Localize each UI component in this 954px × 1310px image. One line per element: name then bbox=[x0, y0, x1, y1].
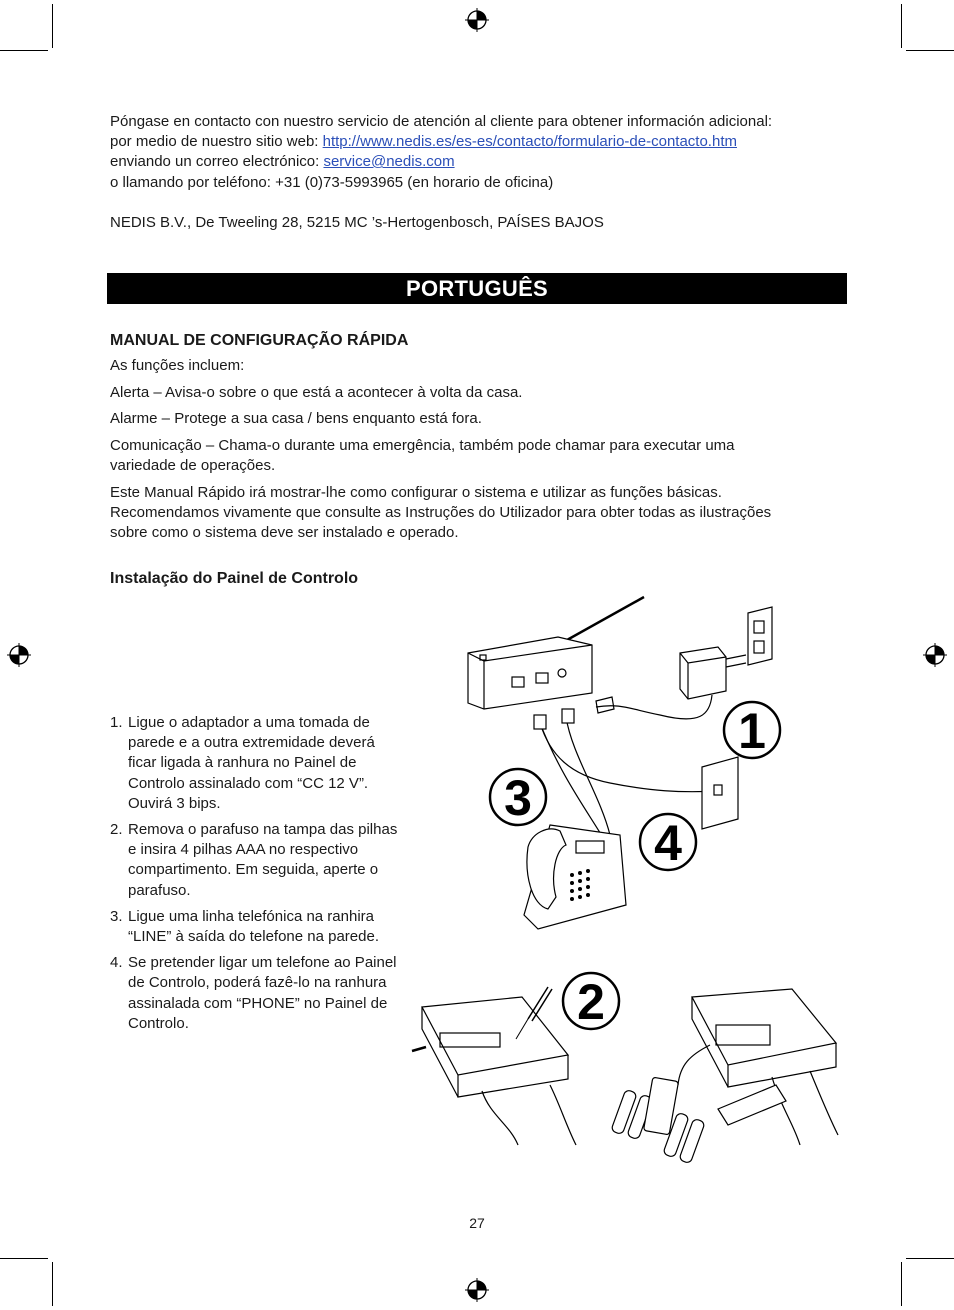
list-item bbox=[110, 820, 400, 901]
panel-screwdriver-illustration bbox=[412, 987, 576, 1145]
install-steps-list bbox=[110, 713, 400, 1040]
contact-phone-line: o llamando por teléfono: +31 (0)73-5993965 (en horario de oficina) bbox=[110, 174, 554, 191]
section-title: MANUAL DE CONFIGURAÇÃO RÁPIDA bbox=[110, 332, 409, 349]
step-text: Remova o parafuso na tampa das pilhas e insira 4 pilhas AAA no respectivo compartimento. Em seguida, aperte o parafuso. bbox=[128, 821, 398, 899]
contact-web-link[interactable]: http://www.nedis.es/es-es/contacto/formulario-de-contacto.htm bbox=[322, 133, 737, 150]
contact-line: Póngase en contacto con nuestro servicio de atención al cliente para obtener información adicional: bbox=[110, 113, 773, 130]
control-panel-illustration bbox=[468, 597, 644, 709]
crop-mark bbox=[0, 1258, 48, 1259]
step-text: Se pretender ligar um telefone ao Painel de Controlo, poderá fazê-lo na ranhura assinalada com “PHONE” no Painel de Controlo. bbox=[128, 954, 397, 1032]
list-item bbox=[110, 713, 400, 814]
step-number: 2. bbox=[110, 821, 123, 839]
callout-4-label: 4 bbox=[654, 815, 682, 871]
registration-mark-icon bbox=[7, 643, 31, 667]
page-number: 27 bbox=[469, 1215, 485, 1231]
contact-email-link[interactable]: service@nedis.com bbox=[323, 153, 455, 170]
feature-alarm: Alarme – Protege a sua casa / bens enquanto está fora. bbox=[110, 410, 482, 427]
contact-web-label: por medio de nuestro sitio web: bbox=[110, 133, 323, 150]
crop-mark bbox=[0, 50, 48, 51]
crop-mark bbox=[52, 4, 53, 48]
step-number: 4. bbox=[110, 954, 123, 972]
manual-paragraph-cont: sobre como o sistema deve ser instalado e operado. bbox=[110, 524, 459, 541]
crop-mark bbox=[906, 50, 954, 51]
callout-1 bbox=[724, 702, 780, 759]
contact-email-line bbox=[110, 152, 455, 172]
step-number: 1. bbox=[110, 714, 123, 731]
callout-2-label: 2 bbox=[577, 974, 605, 1030]
power-adapter-illustration bbox=[596, 647, 746, 719]
contact-web-line bbox=[110, 132, 737, 152]
company-address: NEDIS B.V., De Tweeling 28, 5215 MC ’s-Hertogenbosch, PAÍSES BAJOS bbox=[110, 214, 604, 231]
install-title: Instalação do Painel de Controlo bbox=[110, 570, 359, 587]
registration-mark-icon bbox=[465, 1278, 489, 1302]
step-text: Ligue uma linha telefónica na ranhira “LINE” à saída do telefone na parede. bbox=[128, 907, 380, 946]
list-item bbox=[110, 953, 400, 1034]
manual-paragraph: Este Manual Rápido irá mostrar-lhe como configurar o sistema e utilizar as funções básicas. bbox=[110, 484, 722, 501]
step-number: 3. bbox=[110, 907, 123, 925]
intro-paragraph: As funções incluem: bbox=[110, 357, 245, 374]
crop-mark bbox=[52, 1262, 53, 1306]
registration-mark-icon bbox=[465, 8, 489, 32]
telephone-illustration bbox=[524, 825, 626, 929]
crop-mark bbox=[906, 1258, 954, 1259]
language-banner: PORTUGUÊS bbox=[107, 273, 847, 304]
wall-outlet-illustration bbox=[748, 607, 772, 665]
installation-illustration bbox=[400, 585, 870, 1185]
callout-3-label: 3 bbox=[504, 770, 532, 826]
callout-3 bbox=[490, 769, 546, 826]
crop-mark bbox=[901, 4, 902, 48]
phone-wall-jack-illustration bbox=[702, 757, 738, 829]
feature-alert: Alerta – Avisa-o sobre o que está a acontecer à volta da casa. bbox=[110, 384, 523, 401]
crop-mark bbox=[901, 1262, 902, 1306]
contact-email-label: enviando un correo electrónico: bbox=[110, 153, 324, 170]
manual-paragraph-cont: Recomendamos vivamente que consulte as Instruções do Utilizador para obter todas as ilustrações bbox=[110, 504, 772, 521]
list-item bbox=[110, 907, 400, 947]
panel-batteries-illustration bbox=[611, 989, 838, 1164]
callout-2 bbox=[563, 973, 619, 1030]
feature-communication-cont: variedade de operações. bbox=[110, 457, 276, 474]
callout-1-label: 1 bbox=[738, 703, 766, 759]
callout-4 bbox=[640, 814, 696, 871]
feature-communication: Comunicação – Chama-o durante uma emergência, também pode chamar para executar uma bbox=[110, 437, 735, 454]
step-text: Ligue o adaptador a uma tomada de parede e a outra extremidade deverá ficar ligada à ranhura no Painel de Controlo assinalado com “CC 12 V”. Ouvirá 3 bips. bbox=[128, 714, 375, 812]
registration-mark-icon bbox=[923, 643, 947, 667]
